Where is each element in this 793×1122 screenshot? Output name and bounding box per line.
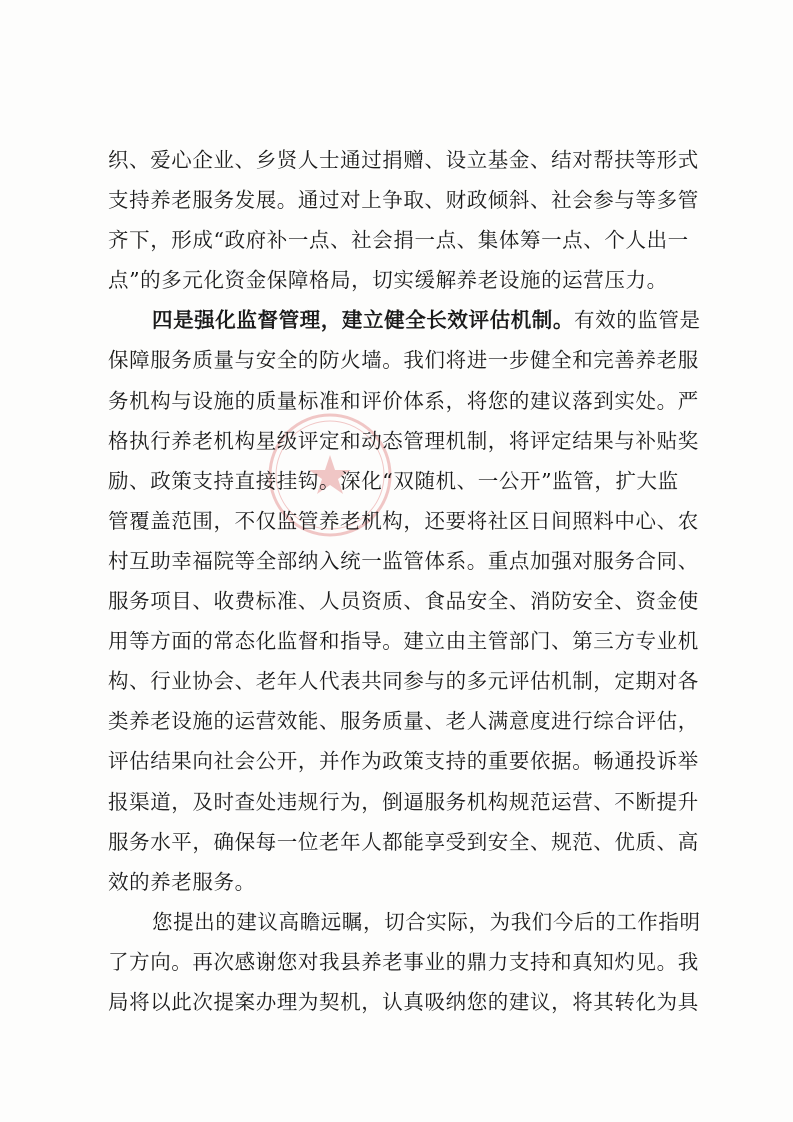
text-line: 效的养老服务。 xyxy=(108,869,256,894)
section-heading: 四是强化监督管理，建立健全长效评估机制。 xyxy=(152,308,574,333)
text-line: 局将以此次提案办理为契机，认真吸纳您的建议，将其转化为具 xyxy=(108,989,699,1014)
document-body xyxy=(108,140,701,1022)
text-line: 您提出的建议高瞻远瞩，切合实际，为我们今后的工作指明 xyxy=(152,909,701,934)
text-line: 保障服务质量与安全的防火墙。我们将进一步健全和完善养老服 xyxy=(108,348,699,373)
text-line: 齐下，形成“政府补一点、社会捐一点、集体筹一点、个人出一 xyxy=(108,228,689,253)
text-line: 点”的多元化资金保障格局，切实缓解养老设施的运营压力。 xyxy=(108,268,668,293)
text-line: 村互助幸福院等全部纳入统一监管体系。重点加强对服务合同、 xyxy=(108,548,699,573)
text-line: 服务水平，确保每一位老年人都能享受到安全、规范、优质、高 xyxy=(108,829,699,854)
text-line: 评估结果向社会公开，并作为政策支持的重要依据。畅通投诉举 xyxy=(108,749,699,774)
text-line: 构、行业协会、老年人代表共同参与的多元评估机制，定期对各 xyxy=(108,669,699,694)
text-line: 织、爱心企业、乡贤人士通过捐赠、设立基金、结对帮扶等形式 xyxy=(108,148,699,172)
text-line: 类养老设施的运营效能、服务质量、老人满意度进行综合评估， xyxy=(108,709,699,734)
text-line-continuation: 有效的监管是 xyxy=(574,308,701,333)
text-line: 报渠道，及时查处违规行为，倒逼服务机构规范运营、不断提升 xyxy=(108,789,699,814)
text-line: 支持养老服务发展。通过对上争取、财政倾斜、社会参与等多管 xyxy=(108,188,699,213)
text-line: 务机构与设施的质量标准和评价体系，将您的建议落到实处。严 xyxy=(108,388,699,413)
text-line: 用等方面的常态化监督和指导。建立由主管部门、第三方专业机 xyxy=(108,629,699,654)
text-line: 格执行养老机构星级评定和动态管理机制，将评定结果与补贴奖 xyxy=(108,428,699,453)
text-line: 服务项目、收费标准、人员资质、食品安全、消防安全、资金使 xyxy=(108,589,699,614)
text-line: 管覆盖范围，不仅监管养老机构，还要将社区日间照料中心、农 xyxy=(108,508,699,533)
text-line: 了方向。再次感谢您对我县养老事业的鼎力支持和真知灼见。我 xyxy=(108,949,699,974)
text-line: 励、政策支持直接挂钩。深化“双随机、一公开”监管，扩大监 xyxy=(108,468,679,493)
text-line xyxy=(108,300,701,340)
